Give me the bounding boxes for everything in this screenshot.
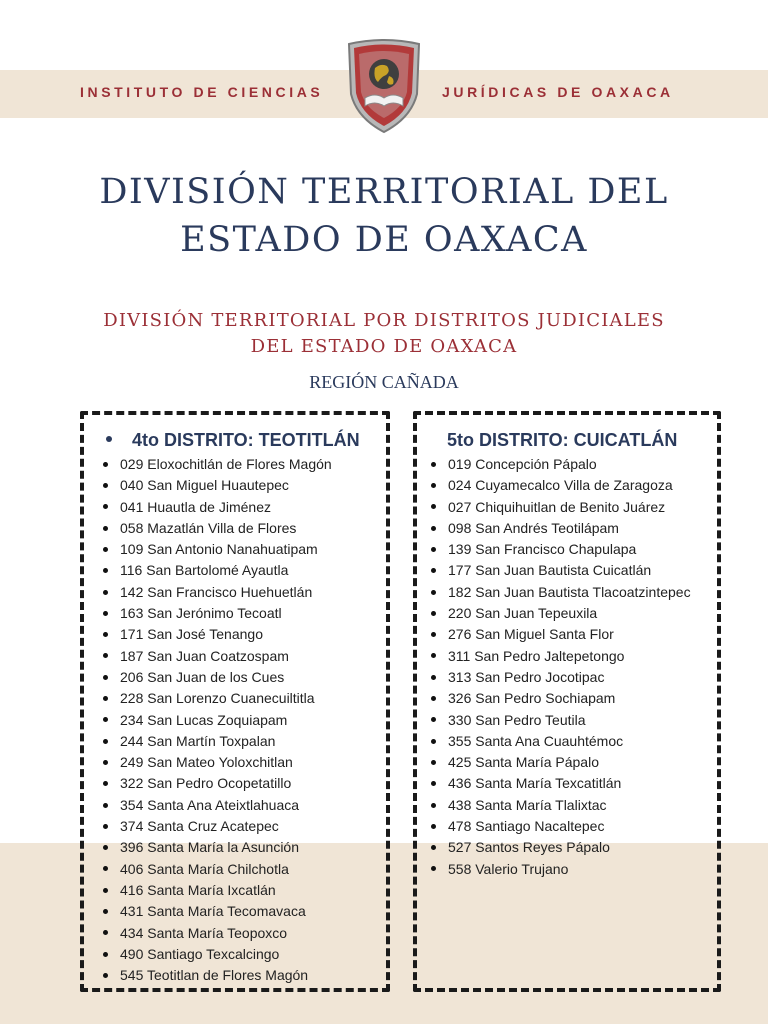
bullet-icon xyxy=(431,760,436,765)
list-item: 234 San Lucas Zoquiapam xyxy=(103,710,332,731)
list-item: 311 San Pedro Jaltepetongo xyxy=(431,646,691,667)
list-item: 109 San Antonio Nanahuatipam xyxy=(103,539,332,560)
bullet-icon xyxy=(431,675,436,680)
list-item: 545 Teotitlan de Flores Magón xyxy=(103,965,332,986)
main-title-line2: ESTADO DE OAXACA xyxy=(180,220,588,260)
bullet-icon xyxy=(103,590,108,595)
list-item: 355 Santa Ana Cuauhtémoc xyxy=(431,731,691,752)
sub-title-line1: DIVISIÓN TERRITORIAL POR DISTRITOS JUDICIALES xyxy=(103,310,665,331)
list-item: 139 San Francisco Chapulapa xyxy=(431,539,691,560)
list-item: 249 San Mateo Yoloxchitlan xyxy=(103,752,332,773)
bullet-icon xyxy=(103,952,108,957)
list-item: 527 Santos Reyes Pápalo xyxy=(431,837,691,858)
list-item: 322 San Pedro Ocopetatillo xyxy=(103,773,332,794)
list-item: 558 Valerio Trujano xyxy=(431,859,691,880)
bullet-icon xyxy=(431,590,436,595)
list-item: 228 San Lorenzo Cuanecuiltitla xyxy=(103,688,332,709)
list-item: 478 Santiago Nacaltepec xyxy=(431,816,691,837)
bullet-icon xyxy=(103,845,108,850)
bullet-icon xyxy=(431,803,436,808)
list-item: 354 Santa Ana Ateixtlahuaca xyxy=(103,795,332,816)
list-item: 058 Mazatlán Villa de Flores xyxy=(103,518,332,539)
list-item: 431 Santa María Tecomavaca xyxy=(103,901,332,922)
bullet-icon xyxy=(103,568,108,573)
list-item: 163 San Jerónimo Tecoatl xyxy=(103,603,332,624)
list-item: 276 San Miguel Santa Flor xyxy=(431,624,691,645)
list-item: 326 San Pedro Sochiapam xyxy=(431,688,691,709)
bullet-icon xyxy=(103,462,108,467)
list-item: 490 Santiago Texcalcingo xyxy=(103,944,332,965)
bullet-icon xyxy=(103,675,108,680)
bullet-icon xyxy=(431,824,436,829)
list-item: 041 Huautla de Jiménez xyxy=(103,497,332,518)
list-item: 330 San Pedro Teutila xyxy=(431,710,691,731)
bullet-icon xyxy=(103,653,108,658)
list-item: 220 San Juan Tepeuxila xyxy=(431,603,691,624)
list-item: 425 Santa María Pápalo xyxy=(431,752,691,773)
list-item: 027 Chiquihuitlan de Benito Juárez xyxy=(431,497,691,518)
list-item: 171 San José Tenango xyxy=(103,624,332,645)
list-item: 177 San Juan Bautista Cuicatlán xyxy=(431,560,691,581)
bullet-icon xyxy=(103,504,108,509)
bullet-icon xyxy=(103,696,108,701)
bullet-icon xyxy=(431,483,436,488)
bullet-icon xyxy=(431,717,436,722)
main-title xyxy=(0,168,768,264)
district-left-heading xyxy=(106,430,360,451)
bullet-icon xyxy=(431,526,436,531)
main-title-line1: DIVISIÓN TERRITORIAL DEL xyxy=(99,172,669,212)
list-item: 438 Santa María Tlalixtac xyxy=(431,795,691,816)
district-left-heading-text: 4to DISTRITO: TEOTITLÁN xyxy=(132,430,360,450)
bullet-icon xyxy=(103,824,108,829)
bullet-icon xyxy=(431,568,436,573)
bullet-icon xyxy=(103,717,108,722)
bullet-icon xyxy=(103,803,108,808)
bullet-icon xyxy=(431,696,436,701)
bullet-icon xyxy=(103,483,108,488)
bullet-icon xyxy=(103,930,108,935)
list-item: 416 Santa María Ixcatlán xyxy=(103,880,332,901)
region-label: REGIÓN CAÑADA xyxy=(309,372,459,392)
sub-title xyxy=(0,308,768,360)
bullet-icon xyxy=(431,739,436,744)
bullet-icon xyxy=(103,909,108,914)
list-item: 244 San Martín Toxpalan xyxy=(103,731,332,752)
bullet-icon xyxy=(103,611,108,616)
bullet-icon xyxy=(431,653,436,658)
bullet-icon xyxy=(431,547,436,552)
bullet-icon xyxy=(103,632,108,637)
bullet-icon xyxy=(431,611,436,616)
bullet-icon xyxy=(431,462,436,467)
bullet-icon xyxy=(431,632,436,637)
list-item: 187 San Juan Coatzospam xyxy=(103,646,332,667)
bullet-icon xyxy=(431,845,436,850)
bullet-icon xyxy=(431,866,436,871)
sub-title-line2: DEL ESTADO DE OAXACA xyxy=(250,336,518,357)
bullet-icon xyxy=(103,526,108,531)
bullet-icon xyxy=(431,781,436,786)
list-item: 313 San Pedro Jocotipac xyxy=(431,667,691,688)
bullet-icon xyxy=(103,973,108,978)
list-item: 019 Concepción Pápalo xyxy=(431,454,691,475)
list-item: 434 Santa María Teopoxco xyxy=(103,923,332,944)
list-item: 406 Santa María Chilchotla xyxy=(103,859,332,880)
institute-name-right: JURÍDICAS DE OAXACA xyxy=(442,84,674,100)
shield-globe-book-icon xyxy=(345,38,423,134)
list-item: 206 San Juan de los Cues xyxy=(103,667,332,688)
list-item: 098 San Andrés Teotilápam xyxy=(431,518,691,539)
district-right-heading: 5to DISTRITO: CUICATLÁN xyxy=(447,430,678,450)
bullet-icon xyxy=(103,547,108,552)
list-item: 116 San Bartolomé Ayautla xyxy=(103,560,332,581)
list-item: 182 San Juan Bautista Tlacoatzintepec xyxy=(431,582,691,603)
bullet-icon xyxy=(103,760,108,765)
bullet-icon xyxy=(106,436,112,442)
bullet-icon xyxy=(103,866,108,871)
bullet-icon xyxy=(103,888,108,893)
bullet-icon xyxy=(103,739,108,744)
list-item: 142 San Francisco Huehuetlán xyxy=(103,582,332,603)
list-item: 396 Santa María la Asunción xyxy=(103,837,332,858)
bullet-icon xyxy=(431,504,436,509)
list-item: 436 Santa María Texcatitlán xyxy=(431,773,691,794)
list-item: 024 Cuyamecalco Villa de Zaragoza xyxy=(431,475,691,496)
institute-name-left: INSTITUTO DE CIENCIAS xyxy=(80,84,324,100)
district-left-list xyxy=(103,454,332,986)
bullet-icon xyxy=(103,781,108,786)
list-item: 040 San Miguel Huautepec xyxy=(103,475,332,496)
district-right-list xyxy=(431,454,691,880)
list-item: 374 Santa Cruz Acatepec xyxy=(103,816,332,837)
list-item: 029 Eloxochitlán de Flores Magón xyxy=(103,454,332,475)
